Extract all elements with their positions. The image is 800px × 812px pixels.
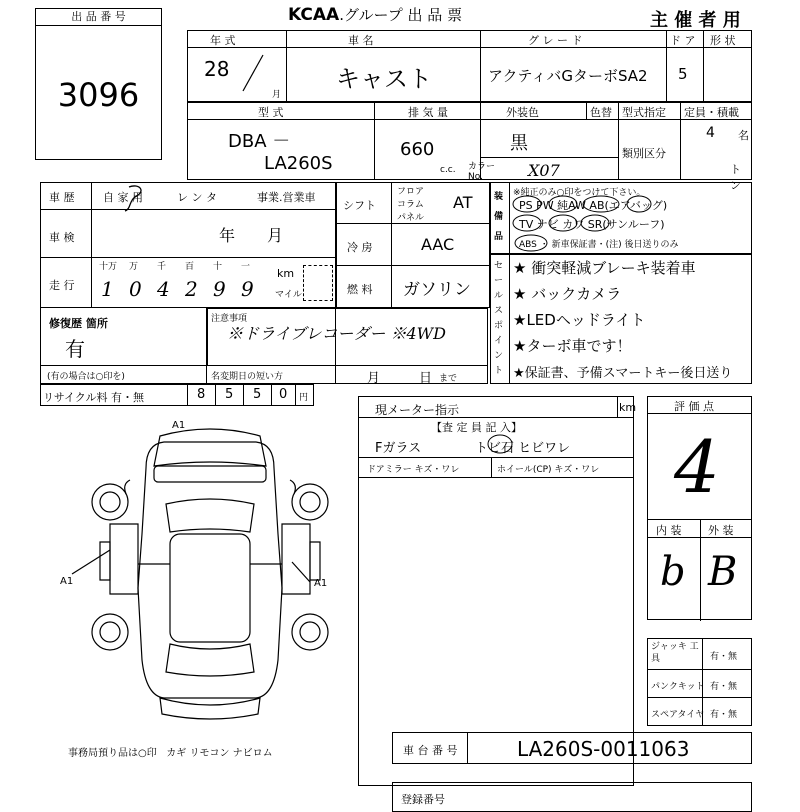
mileage-unit: 千 <box>157 262 167 272</box>
accessory-label: パンクキット <box>651 682 705 692</box>
selling-point: ★ バックカメラ <box>513 285 622 303</box>
ext-color-label: 外装色 <box>506 106 539 119</box>
mileage-digit: 1 <box>101 277 114 301</box>
color-no-label: カラー No. <box>468 162 496 182</box>
accessory-label: ジャッキ 工 具 <box>651 642 699 664</box>
recycle-digit: 8 <box>197 387 206 402</box>
reg-row <box>392 782 752 812</box>
mile-label: マイル <box>275 290 302 300</box>
wheel-label: ホイール(CP) キズ・ワレ <box>497 465 600 475</box>
shift-option-column: コラム <box>397 200 424 210</box>
lot-number: 3096 <box>57 76 140 114</box>
mileage-unit: 万 <box>129 262 139 272</box>
type-designation-label: 型式指定 <box>622 106 666 119</box>
mileage-digit: 0 <box>129 277 142 301</box>
interior-label: 内 装 <box>656 524 682 537</box>
exterior-value: B <box>708 549 738 595</box>
chassis-label: 車 台 番 号 <box>403 744 458 757</box>
office-items: カギ リモコン ナビロム <box>166 748 273 759</box>
score-label: 評 価 点 <box>674 400 714 413</box>
capacity-unit: 名 <box>738 129 749 142</box>
car-name: キャスト <box>336 65 432 93</box>
lot-box <box>35 8 162 160</box>
glass-label: Fガラス <box>375 441 422 456</box>
yen-label: 円 <box>299 393 309 403</box>
score-value: 4 <box>674 425 720 509</box>
year-value: 28 <box>204 57 230 81</box>
reg-label: 登録番号 <box>401 793 445 806</box>
fuel-label: 燃 料 <box>347 283 373 296</box>
mileage-grid <box>93 259 265 305</box>
repair-label: 修復歴 箇所 <box>49 317 108 330</box>
cc-unit: c.c. <box>440 165 456 175</box>
mileage-digit: 2 <box>185 277 198 301</box>
history-business: 事業.営業車 <box>257 191 316 204</box>
mileage-label: 走 行 <box>49 279 75 292</box>
interior-value: b <box>660 549 686 595</box>
model-code: LA260S <box>264 153 333 174</box>
selling-point: ★LEDヘッドライト <box>513 311 646 329</box>
ac-label: 冷 房 <box>347 241 373 254</box>
displacement-label: 排 気 量 <box>408 106 448 119</box>
recycle-label: リサイクル料 有・無 <box>43 391 144 404</box>
inspection-month: 月 <box>267 226 284 245</box>
doors-value: 5 <box>678 65 688 83</box>
shift-option-floor: フロア <box>397 187 425 197</box>
selling-point: ★ 衝突軽減ブレーキ装着車 <box>513 259 696 277</box>
recycle-digit: 5 <box>225 387 234 402</box>
year-label: 年 式 <box>210 34 236 47</box>
ac-value: AAC <box>421 235 455 254</box>
chassis-row <box>392 732 752 764</box>
org-logo: KCAA <box>288 5 340 25</box>
accessory-value: 有・無 <box>710 710 738 720</box>
selling-points <box>490 254 752 384</box>
load-unit: トン <box>730 163 741 192</box>
mark-a1-left: A1 <box>60 576 74 587</box>
equip-note: ※純正のみ○印をつけて下さい。 <box>513 188 646 198</box>
fuel-value: ガソリン <box>403 280 471 300</box>
equip-line-3: ABS ・ 新車保証書・(注) 後日送りのみ <box>519 240 679 250</box>
grade-box <box>647 396 752 620</box>
equip-line-2: TV ナビ カワ SR(サンルーフ) <box>519 218 665 231</box>
accessory-value: 有・無 <box>710 682 738 692</box>
capacity-value: 4 <box>706 125 715 141</box>
host-label: 主 催 者 用 <box>650 10 741 31</box>
notes-value: ※ドライブレコーダー ※4WD <box>227 324 446 343</box>
month-suffix: 月 <box>272 90 282 100</box>
equip-label: 装 備 品 <box>494 192 504 242</box>
exterior-label: 外 装 <box>708 524 734 537</box>
shift-option-panel: パネル <box>397 213 425 223</box>
equip-circles <box>511 193 711 253</box>
accessory-value: 有・無 <box>710 652 738 662</box>
car-diagram <box>60 414 360 726</box>
km-label: km <box>277 267 295 280</box>
equip-list <box>490 182 752 254</box>
mark-a1-right: A1 <box>314 578 328 589</box>
equipment-table <box>336 182 490 308</box>
glass-options: トビ石 ヒビワレ <box>475 441 571 456</box>
office-note: 事務局預り品は○印 カギ リモコン ナビロム <box>68 748 273 759</box>
repair-value: 有 <box>65 337 85 361</box>
inspector-label: 【査 定 員 記 入】 <box>431 421 522 434</box>
inspection-year: 年 <box>219 226 236 245</box>
mileage-unit: 一 <box>241 262 251 272</box>
color-no-value: X07 <box>528 161 560 180</box>
body-label: 形 状 <box>710 34 736 47</box>
name-change-month: 月 <box>367 371 381 386</box>
shift-value: AT <box>453 193 473 212</box>
displacement-value: 660 <box>400 139 435 160</box>
equip-line-1: PS PW 純AW AB(エアバッグ) <box>519 199 668 212</box>
header-title <box>288 4 462 25</box>
accessory-label: スペアタイヤ <box>651 710 705 720</box>
name-change-until: まで <box>439 374 458 384</box>
inspection-label: 車 検 <box>49 231 75 244</box>
inspection-box <box>358 396 637 786</box>
selling-points-label: セールスポイント <box>494 261 504 376</box>
grade-label: グ レ ー ド <box>528 34 583 47</box>
notes-label: 注意事項 <box>211 314 248 324</box>
name-change-label: 名変期日の短い方 <box>211 372 284 382</box>
meter-km: km <box>619 401 637 414</box>
recycle-row <box>40 384 314 406</box>
mileage-unit: 百 <box>185 262 195 272</box>
car-history-label: 車 歴 <box>49 191 75 204</box>
mileage-digit: 9 <box>241 277 254 301</box>
history-mark <box>121 183 153 213</box>
model-label: 型 式 <box>258 106 284 119</box>
history-private: 自 家 用 <box>103 191 143 204</box>
selling-point: ★ターボ車です！ <box>513 337 632 355</box>
chassis-value: LA260S-0011063 <box>517 737 690 761</box>
mileage-digit: 4 <box>157 277 170 301</box>
selling-point: ★保証書、予備スマートキー後日送り <box>513 366 733 381</box>
ext-color-value: 黒 <box>510 133 528 154</box>
vehicle-table <box>187 30 752 102</box>
doors-label: ド ア <box>670 34 696 47</box>
model-prefix: DBA － <box>228 131 291 152</box>
meter-label: 現メーター指示 <box>375 403 460 417</box>
name-label: 車 名 <box>348 34 374 47</box>
accessories-box <box>647 638 752 726</box>
mileage-unit: 十万 <box>99 262 118 272</box>
recycle-digit: 5 <box>253 387 262 402</box>
recycle-digit: 0 <box>279 387 288 402</box>
lot-label: 出 品 番 号 <box>36 9 161 26</box>
mileage-digit: 9 <box>213 277 226 301</box>
mirror-label: ドアミラー キズ・ワレ <box>367 465 460 475</box>
color-change-label: 色替 <box>590 106 612 119</box>
name-change-day: 日 <box>419 371 433 386</box>
capacity-label: 定員・積載 <box>684 106 739 119</box>
mileage-unit: 十 <box>213 262 223 272</box>
repair-note: (有の場合は○印を) <box>47 372 125 382</box>
mark-a1-top: A1 <box>172 420 186 431</box>
notes-box <box>206 308 488 384</box>
history-rental: レ ン タ <box>177 191 217 204</box>
grade-value: アクティバGターボSA2 <box>488 67 648 85</box>
class-label: 類別区分 <box>622 147 666 160</box>
shift-label: シフト <box>343 199 376 212</box>
form-title: .グループ 出 品 票 <box>339 6 463 24</box>
